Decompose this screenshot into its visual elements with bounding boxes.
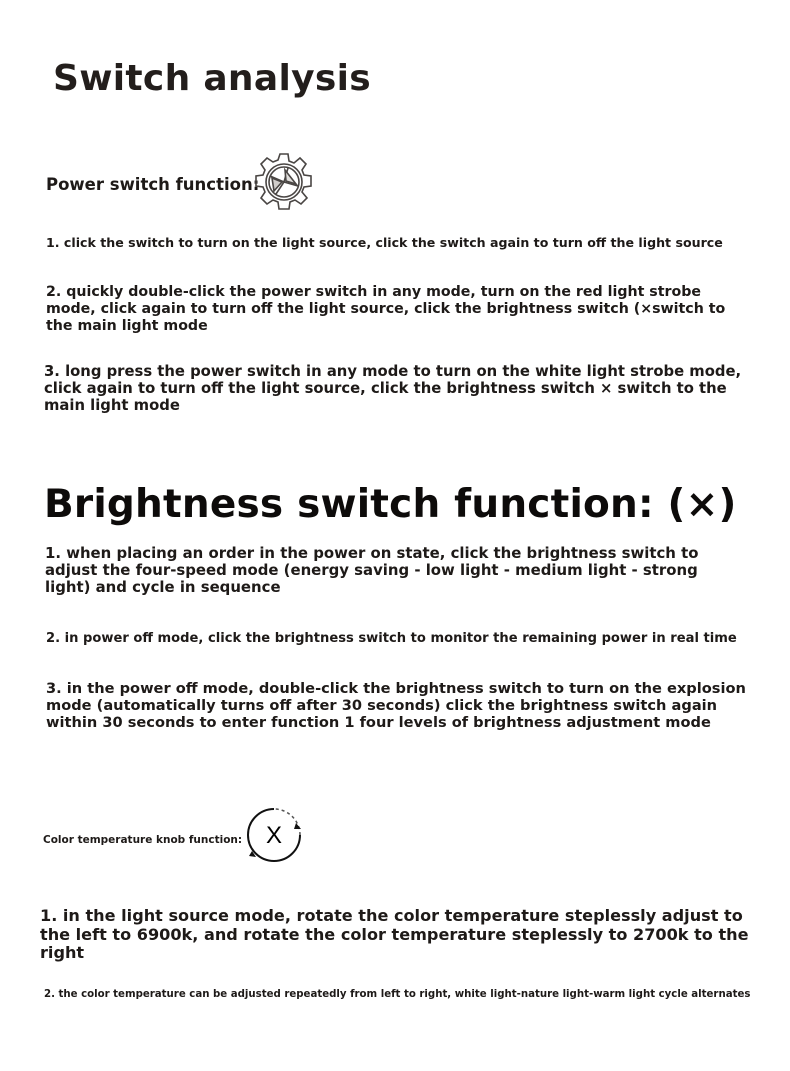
power-item-3: 3. long press the power switch in any mode to turn on the white light strobe mode, click again to turn off the light source, click the brightness switch × switch to the main light mode: [44, 363, 742, 414]
page-title: Switch analysis: [53, 58, 371, 99]
color-item-1: 1. in the light source mode, rotate the color temperature steplessly adjust to the left to 6900k, and rotate the color temperature steplessly to 2700k to the right: [40, 906, 749, 962]
color-knob-label: Color temperature knob function:: [43, 834, 243, 846]
brightness-item-3: 3. in the power off mode, double-click the brightness switch to turn on the explosion mode (automatically turns off after 30 seconds) click the brightness switch again within 30 seconds to enter function 1 four levels of brightness adjustment mode: [46, 680, 746, 731]
brightness-heading: Brightness switch function: (×): [44, 482, 737, 527]
power-switch-gear-icon: [252, 150, 316, 214]
power-item-1: 1. click the switch to turn on the light source, click the switch again to turn off the light source: [46, 235, 723, 250]
color-item-2: 2. the color temperature can be adjusted repeatedly from left to right, white light-nature light-warm light cycle alternates: [44, 989, 751, 1000]
brightness-item-1: 1. when placing an order in the power on state, click the brightness switch to adjust the four-speed mode (energy saving - low light - medium light - strong light) and cycle in sequence: [45, 544, 699, 596]
power-switch-label: Power switch function:: [46, 175, 260, 194]
brightness-item-2: 2. in power off mode, click the brightness switch to monitor the remaining power in real time: [46, 631, 737, 646]
color-knob-icon: [244, 805, 304, 865]
color-knob-letter: X: [265, 822, 283, 849]
power-item-2: 2. quickly double-click the power switch in any mode, turn on the red light strobe mode, click again to turn off the light source, click the brightness switch (×switch to the main light mode: [46, 284, 726, 334]
